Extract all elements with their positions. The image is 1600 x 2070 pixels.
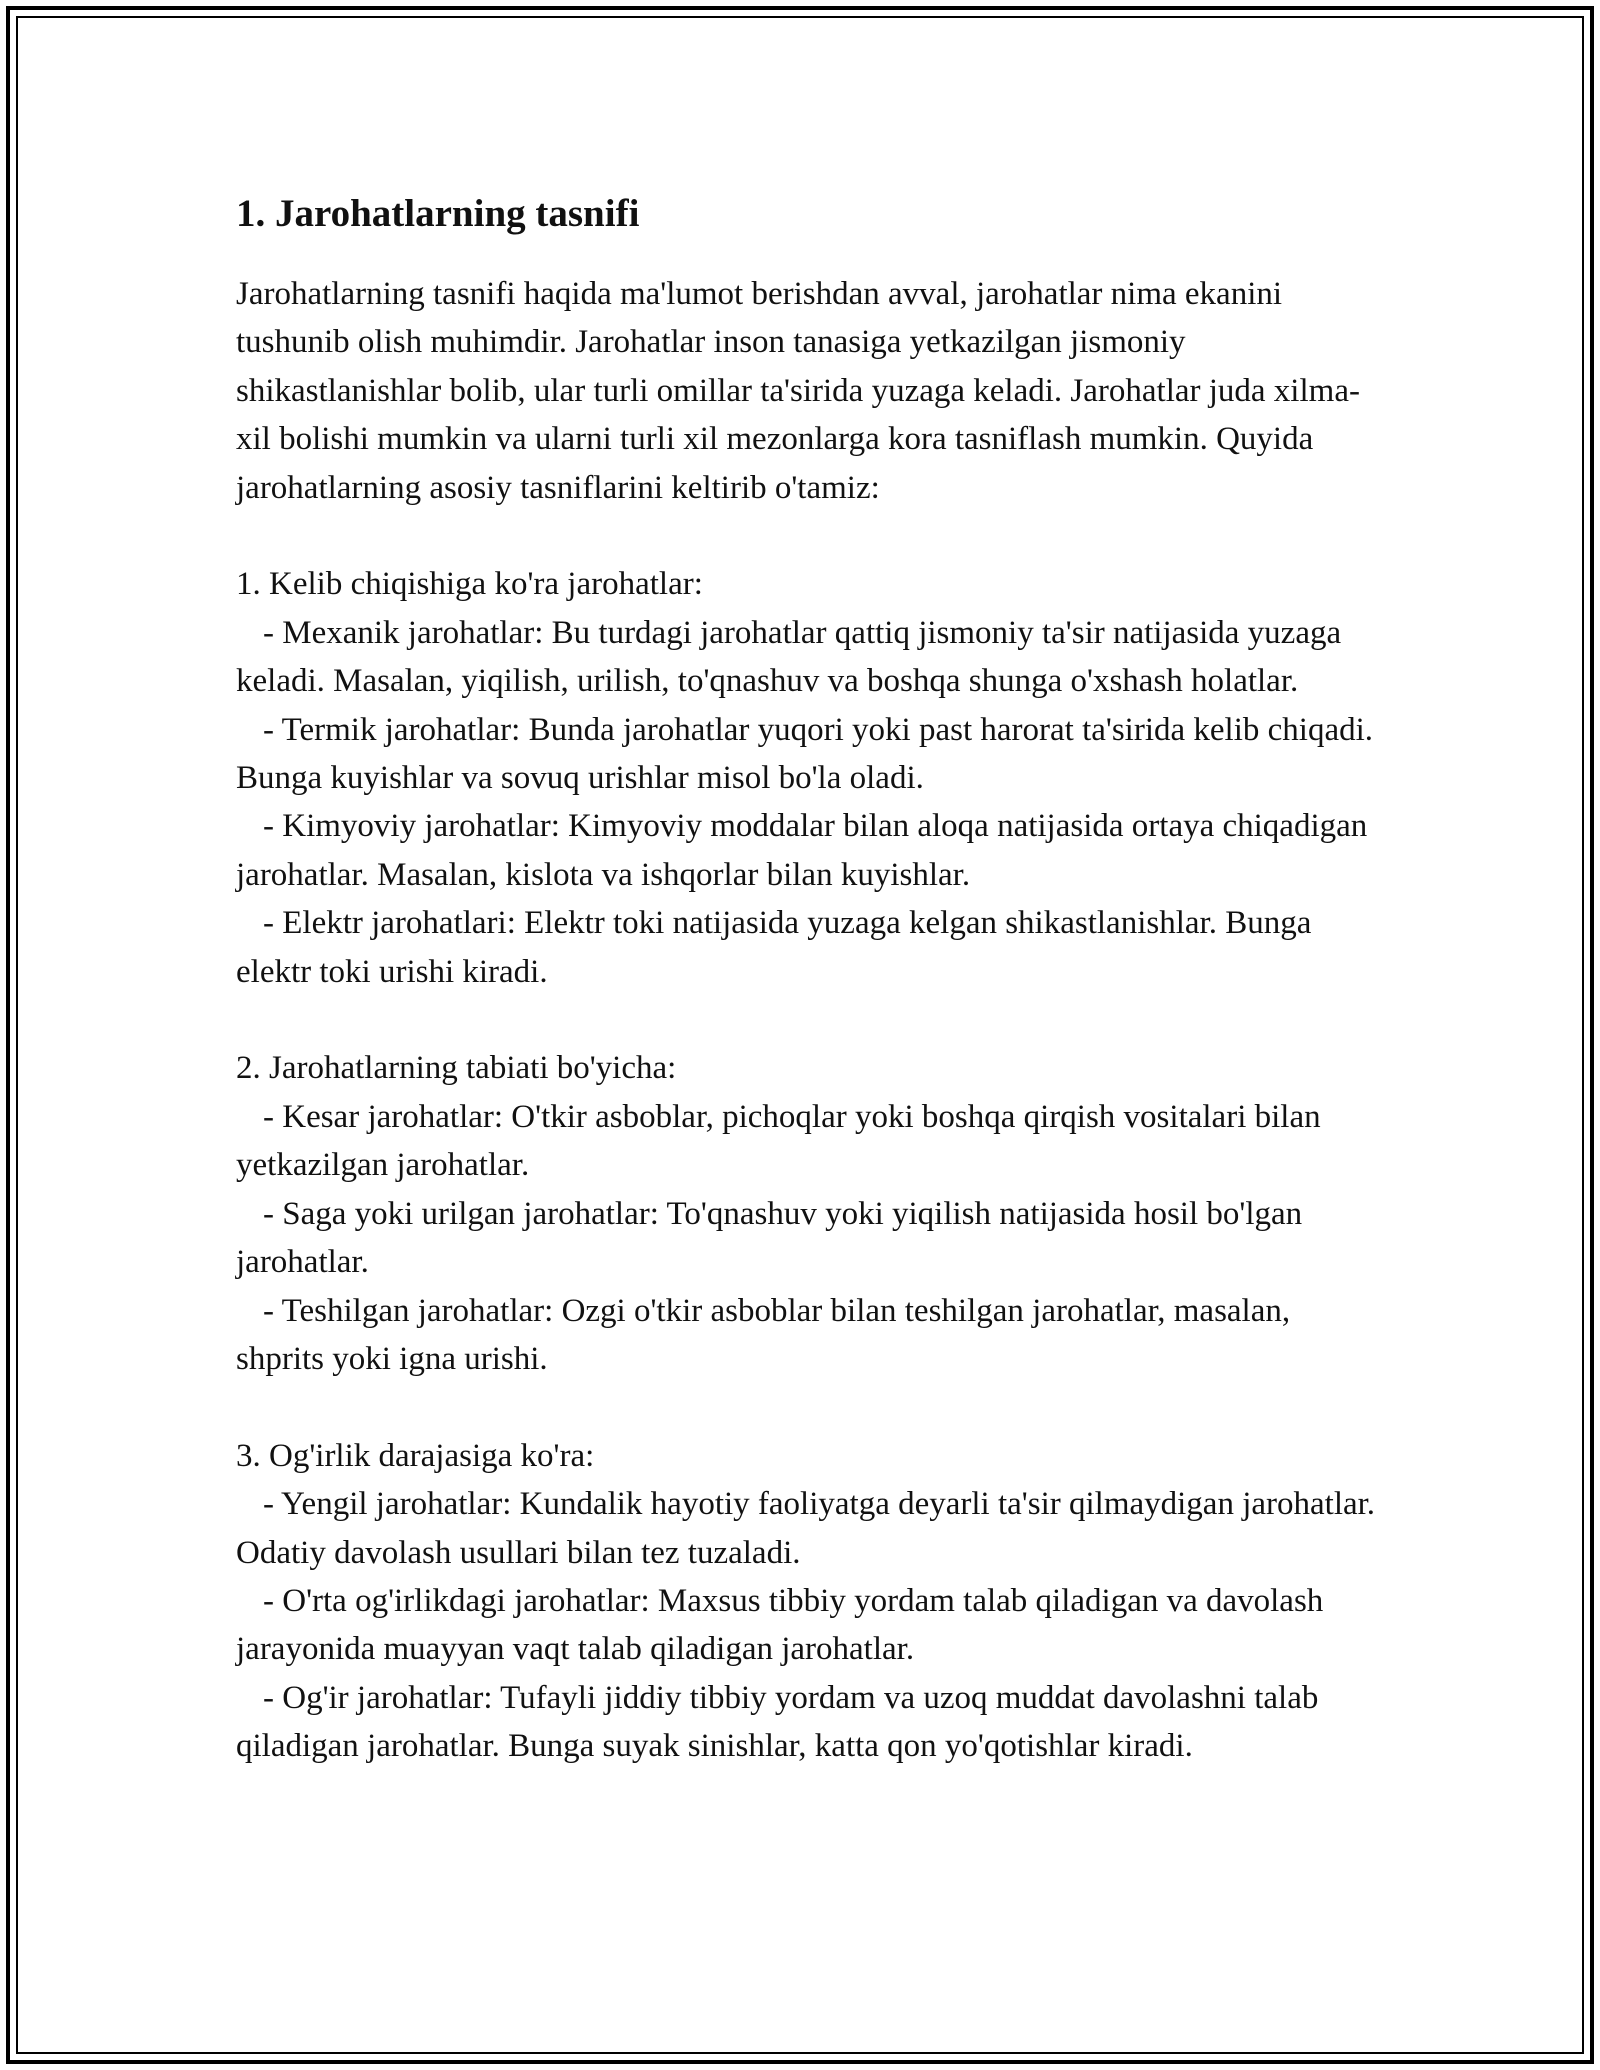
list-item: - Yengil jarohatlar: Kundalik hayotiy faoliyatga deyarli ta'sir qilmaydigan jarohatlar. Odatiy davolash usullari bilan tez tuzaladi. <box>236 1486 1376 1571</box>
list-item: - Elektr jarohatlari: Elektr toki natijasida yuzaga kelgan shikastlanishlar. Bunga elektr toki urishi kiradi. <box>236 905 1312 990</box>
section-heading: 1. Kelib chiqishiga ko'ra jarohatlar: <box>236 566 703 603</box>
list-item: - Mexanik jarohatlar: Bu turdagi jarohatlar qattiq jismoniy ta'sir natijasida yuzaga keladi. Masalan, yiqilish, urilish, to'qnashuv va boshqa shunga o'xshash holatlar. <box>236 614 1342 700</box>
section-heading: 2. Jarohatlarning tabiati bo'yicha: <box>236 1050 677 1087</box>
section-heading: 3. Og'irlik darajasiga ko'ra: <box>236 1437 595 1474</box>
list-item: - O'rta og'irlikdagi jarohatlar: Maxsus tibbiy yordam talab qiladigan va davolash jarayonida muayyan vaqt talab qiladigan jarohatlar. <box>236 1582 1324 1668</box>
list-item: - Kesar jarohatlar: O'tkir asboblar, pichoqlar yoki boshqa qirqish vositalari bilan yetkazilgan jarohatlar. <box>236 1098 1321 1184</box>
list-item: - Kimyoviy jarohatlar: Kimyoviy moddalar bilan aloqa natijasida ortaya chiqadigan jarohatlar. Masalan, kislota va ishqorlar bilan kuyishlar. <box>236 808 1368 893</box>
document-title: 1. Jarohatlarning tasnifi <box>236 192 640 235</box>
section-nature <box>236 1044 1376 1383</box>
section-severity <box>236 1432 1376 1771</box>
section-origin <box>236 560 1376 996</box>
document-body <box>236 188 1376 1771</box>
list-item: - Termik jarohatlar: Bunda jarohatlar yuqori yoki past harorat ta'sirida kelib chiqadi. Bunga kuyishlar va sovuq urishlar misol bo'la oladi. <box>236 711 1374 797</box>
list-item: - Teshilgan jarohatlar: Ozgi o'tkir asboblar bilan teshilgan jarohatlar, masalan, shprits yoki igna urishi. <box>236 1292 1291 1377</box>
list-item: - Og'ir jarohatlar: Tufayli jiddiy tibbiy yordam va uzoq muddat davolashni talab qiladigan jarohatlar. Bunga suyak sinishlar, katta qon yo'qotishlar kiradi. <box>236 1679 1319 1765</box>
list-item: - Saga yoki urilgan jarohatlar: To'qnashuv yoki yiqilish natijasida hosil bo'lgan jarohatlar. <box>236 1195 1303 1281</box>
intro-paragraph: Jarohatlarning tasnifi haqida ma'lumot berishdan avval, jarohatlar nima ekanini tushunib olish muhimdir. Jarohatlar inson tanasiga yetkazilgan jismoniy shikastlanishlar bolib, ular turli omillar ta'sirida yuzaga keladi. Jarohatlar juda xilma-xil bolishi mumkin va ularni turli xil mezonlarga kora tasniflash mumkin. Quyida jarohatlarning asosiy tasniflarini keltirib o'tamiz: <box>236 276 1360 506</box>
